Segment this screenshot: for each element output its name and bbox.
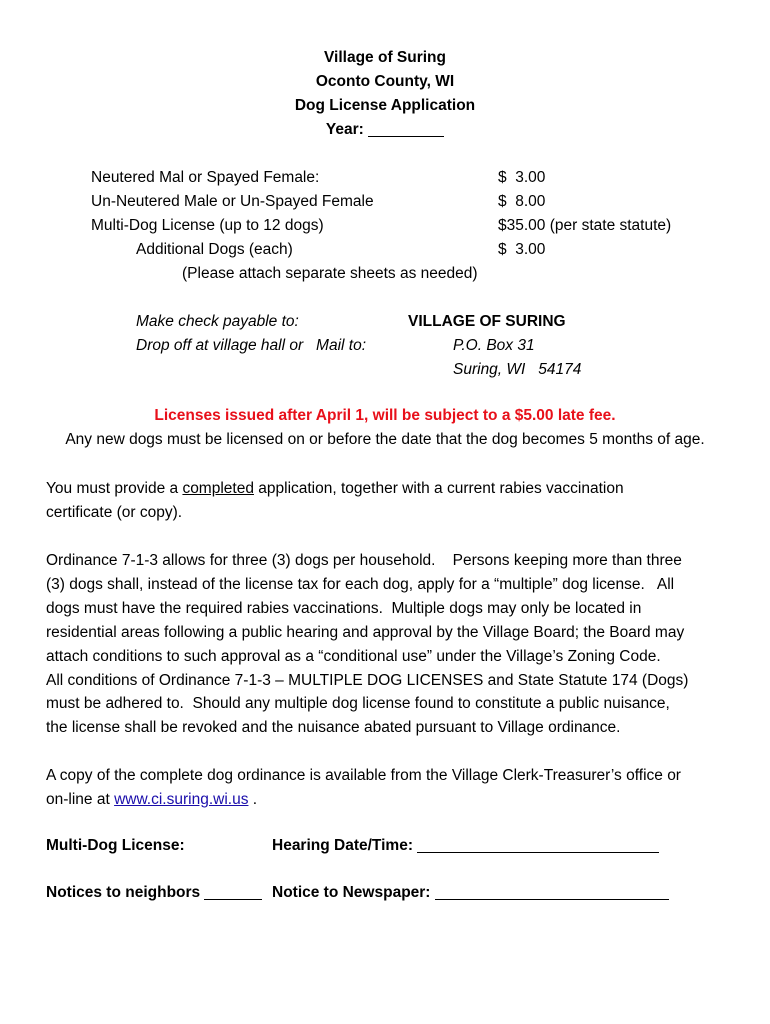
ordinance-line: dogs must have the required rabies vaccinations. Multiple dogs may only be located in: [46, 599, 642, 617]
fee-amount-additional: $ 3.00: [498, 241, 546, 258]
ordinance-line: attach conditions to such approval as a “conditional use” under the Village’s Zoning Code.: [46, 647, 661, 665]
website-link[interactable]: www.ci.suring.wi.us: [114, 790, 249, 808]
fee-amount-multi-dog: $35.00 (per state statute): [498, 217, 672, 234]
notice-newspaper-label: Notice to Newspaper:: [272, 884, 431, 901]
fee-amount-neutered: $ 3.00: [498, 169, 546, 186]
notices-neighbors-row: [46, 883, 262, 903]
notices-neighbors-field[interactable]: [204, 899, 262, 900]
payable-label: Make check payable to:: [136, 313, 299, 330]
hearing-date-row: [272, 836, 659, 856]
notice-newspaper-row: [272, 883, 669, 903]
header-title: Dog License Application: [294, 97, 476, 114]
fee-amount-unneutered: $ 8.00: [498, 193, 546, 210]
year-field[interactable]: [368, 136, 444, 137]
provide-line2: certificate (or copy).: [46, 503, 183, 521]
ordinance-line: residential areas following a public hearing and approval by the Village Board; the Board may: [46, 623, 685, 641]
address-line1: P.O. Box 31: [453, 337, 535, 354]
ordinance-line: must be adhered to. Should any multiple dog license found to constitute a public nuisance,: [46, 695, 670, 713]
header-village: Village of Suring: [323, 49, 446, 66]
notices-neighbors-label: Notices to neighbors: [46, 884, 201, 901]
provide-paragraph: [46, 477, 736, 525]
provide-line1: You must provide a completed application, together with a current rabies vaccination: [46, 480, 624, 497]
hearing-date-label: Hearing Date/Time:: [272, 837, 413, 854]
ordinance-line: the license shall be revoked and the nuisance abated pursuant to Village ordinance.: [46, 719, 621, 737]
late-fee-notice: Licenses issued after April 1, will be subject to a $5.00 late fee.: [154, 407, 616, 424]
copy-line2: on-line at www.ci.suring.wi.us .: [46, 790, 258, 808]
dropoff-label: Drop off at village hall or Mail to:: [136, 337, 367, 354]
hearing-date-field[interactable]: [417, 852, 659, 853]
address-line2: Suring, WI 54174: [453, 361, 582, 378]
ordinance-line: Ordinance 7-1-3 allows for three (3) dogs per household. Persons keeping more than three: [46, 552, 682, 569]
copy-line1: A copy of the complete dog ordinance is available from the Village Clerk-Treasurer’s office or: [46, 767, 681, 784]
ordinance-paragraph: [46, 549, 736, 740]
completed-word: completed: [182, 480, 254, 497]
fees-note: (Please attach separate sheets as needed): [182, 265, 478, 282]
fee-label-unneutered: Un-Neutered Male or Un-Spayed Female: [91, 193, 374, 210]
notice-newspaper-field[interactable]: [435, 899, 669, 900]
fee-label-neutered: Neutered Mal or Spayed Female:: [91, 169, 320, 186]
copy-paragraph: [46, 764, 736, 812]
header-year: [0, 120, 770, 140]
ordinance-line: (3) dogs shall, instead of the license tax for each dog, apply for a “multiple” dog license. All: [46, 575, 675, 593]
multi-dog-license-label: Multi-Dog License:: [46, 837, 185, 854]
ordinance-line: All conditions of Ordinance 7-1-3 – MULTIPLE DOG LICENSES and State Statute 174 (Dogs): [46, 671, 689, 689]
year-label: Year:: [325, 121, 364, 138]
header-county: Oconto County, WI: [315, 73, 455, 90]
age-rule: Any new dogs must be licensed on or before the date that the dog becomes 5 months of age.: [65, 431, 705, 448]
fee-label-additional: Additional Dogs (each): [136, 241, 293, 258]
fee-label-multi-dog: Multi-Dog License (up to 12 dogs): [91, 217, 324, 234]
payee-name: VILLAGE OF SURING: [408, 313, 566, 330]
